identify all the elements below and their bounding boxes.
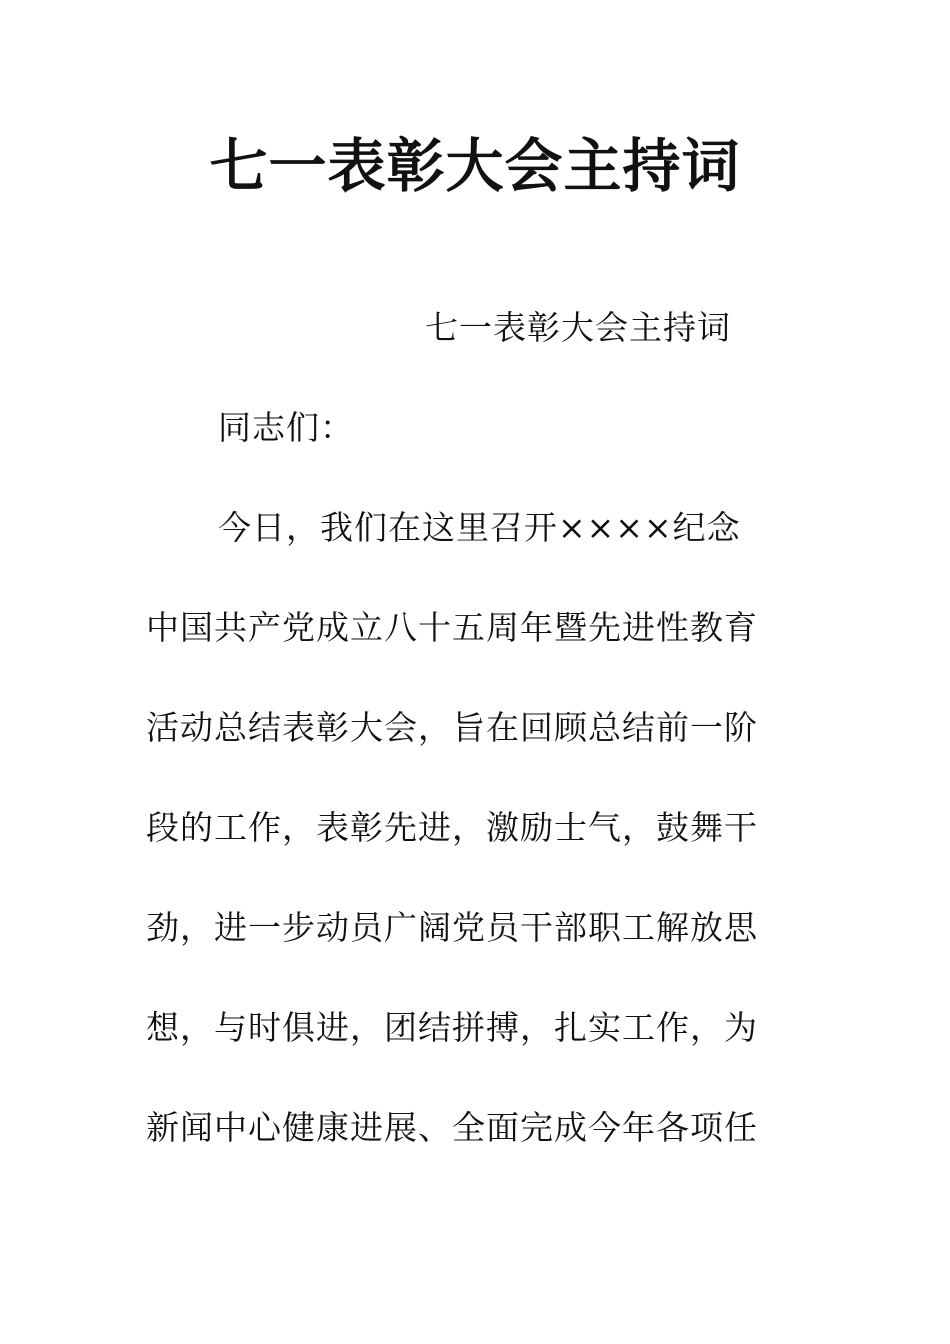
body-line-5: 劲，进一步动员广阔党员干部职工解放思 bbox=[146, 908, 758, 947]
body-line-3: 活动总结表彰大会，旨在回顾总结前一阶 bbox=[146, 708, 758, 747]
document-title: 七一表彰大会主持词 bbox=[209, 132, 741, 200]
greeting-line: 同志们： bbox=[218, 408, 354, 447]
body-line-6: 想，与时俱进，团结拼搏，扎实工作，为 bbox=[146, 1008, 758, 1047]
document-subtitle: 七一表彰大会主持词 bbox=[425, 308, 731, 347]
body-line-2: 中国共产党成立八十五周年暨先进性教育 bbox=[146, 608, 758, 647]
body-line-4: 段的工作，表彰先进，激励士气，鼓舞干 bbox=[146, 808, 758, 847]
body-line-1: 今日，我们在这里召开××××纪念 bbox=[218, 508, 741, 547]
body-line-7: 新闻中心健康进展、全面完成今年各项任 bbox=[146, 1108, 758, 1147]
